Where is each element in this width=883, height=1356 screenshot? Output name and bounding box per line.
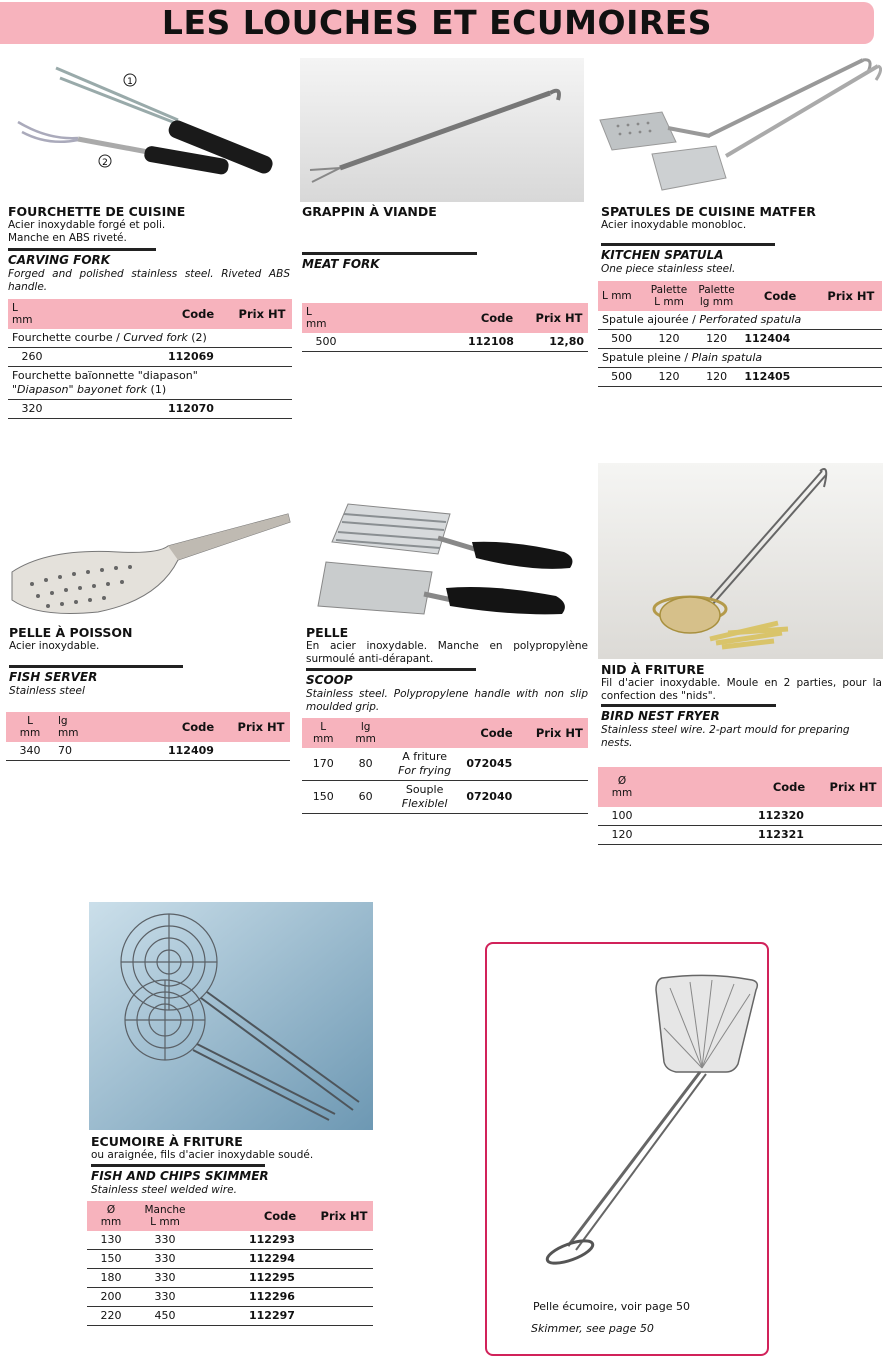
product-title-fr: GRAPPIN À VIANDE (302, 204, 437, 219)
product-title-fr: NID À FRITURE (601, 662, 705, 677)
scoop-image (312, 500, 582, 622)
product-desc-en: Stainless steel wire. 2-part mould for preparing nests. (601, 724, 850, 749)
table-row: 170 80 A friture For frying 072045 (302, 748, 588, 781)
product-desc-fr: Acier inoxydable forgé et poli. (8, 219, 166, 231)
skimmer-reference-en: Skimmer, see page 50 (531, 1322, 654, 1335)
price-table: Ø mm Code Prix HT 100 112320 120 112321 (598, 767, 882, 845)
divider (302, 252, 477, 255)
product-desc-fr: ou araignée, fils d'acier inoxydable soudé. (91, 1149, 314, 1161)
product-desc-en: One piece stainless steel. (601, 263, 736, 275)
scoop-block (306, 625, 588, 814)
table-row: 100 112320 (598, 807, 882, 826)
meat-fork-image (300, 58, 584, 202)
table-row: 150 330 112294 (87, 1250, 373, 1269)
table-row: 500 112108 12,80 (302, 333, 588, 352)
page-title: LES LOUCHES ET ECUMOIRES (161, 3, 713, 42)
col-l: L mm (8, 299, 56, 329)
price-table: Ø mm Manche L mm Code Prix HT 130 330 112293 150 330 112294 180 330 112295 200 330 112296 220 450 112297 (87, 1201, 373, 1326)
divider (601, 243, 775, 246)
bird-nest-fryer-image (598, 463, 883, 659)
divider (8, 248, 156, 251)
table-row: 500 120 120 112404 (598, 330, 882, 349)
table-row: 220 450 112297 (87, 1307, 373, 1326)
meat-fork-block (302, 204, 584, 352)
product-title-en: MEAT FORK (302, 257, 380, 271)
table-row: 180 330 112295 (87, 1269, 373, 1288)
table-row: Spatule ajourée / Perforated spatula (598, 311, 882, 330)
product-desc-en: Stainless steel (9, 685, 85, 697)
fish-and-chips-skimmer-image (89, 902, 373, 1130)
svg-text:2: 2 (102, 158, 108, 168)
col-code: Code (164, 299, 232, 329)
product-desc-fr: Acier inoxydable monobloc. (601, 219, 747, 231)
page-title-banner (0, 2, 874, 44)
table-row: 500 120 120 112405 (598, 368, 882, 387)
divider (91, 1164, 265, 1167)
price-table: L mm Code Prix HT 500 112108 12,80 (302, 303, 588, 352)
bird-nest-fryer-block (601, 662, 882, 845)
product-title-en: KITCHEN SPATULA (601, 248, 724, 262)
price-table: L mm lg mm Code Prix HT 340 70 112409 (6, 712, 290, 761)
table-row: 200 330 112296 (87, 1288, 373, 1307)
carving-fork-image (8, 60, 288, 190)
fish-server-image (8, 500, 292, 622)
divider (9, 665, 183, 668)
product-title-en: CARVING FORK (8, 253, 111, 267)
product-title-en: FISH AND CHIPS SKIMMER (91, 1169, 269, 1183)
price-table: L mm lg mm Code Prix HT 170 80 A friture For frying 072045 150 60 Souple Flexiblel 072040 (302, 718, 588, 814)
price-table: L mm Palette L mm Palette lg mm Code Prix HT Spatule ajourée / Perforated spatula 500 120 120 112404 Spatule pleine / Plain spatula 500 120 120 112405 (598, 281, 882, 387)
table-row: Fourchette courbe / Curved fork (2) (8, 329, 292, 348)
col-price: Prix HT (232, 299, 292, 329)
skimmer-reference-fr: Pelle écumoire, voir page 50 (533, 1300, 690, 1313)
table-row: 120 112321 (598, 826, 882, 845)
fish-server-block (9, 625, 291, 761)
divider (601, 704, 776, 707)
product-desc-fr: Fil d'acier inoxydable. Moule en 2 parties, pour la confection des "nids". (601, 677, 882, 702)
product-desc-en: Forged and polished stainless steel. Riveted ABS handle. (8, 268, 290, 293)
product-desc-fr: Manche en ABS riveté. (8, 232, 127, 244)
table-row: Fourchette baïonnette "diapason" "Diapason" bayonet fork (1) (8, 367, 292, 400)
carving-fork-block (8, 204, 290, 419)
svg-text:1: 1 (127, 77, 133, 87)
price-table (8, 299, 292, 419)
product-title-fr: FOURCHETTE DE CUISINE (8, 204, 186, 219)
table-row: 320 112070 (8, 400, 292, 419)
kitchen-spatula-image (598, 54, 882, 200)
product-desc-en: Stainless steel welded wire. (91, 1184, 237, 1196)
product-title-fr: SPATULES DE CUISINE MATFER (601, 204, 816, 219)
product-desc-fr: Acier inoxydable. (9, 640, 100, 652)
product-title-en: SCOOP (306, 673, 353, 687)
table-row: Spatule pleine / Plain spatula (598, 349, 882, 368)
table-row: 260 112069 (8, 348, 292, 367)
product-title-fr: PELLE (306, 625, 349, 640)
table-row: 150 60 Souple Flexiblel 072040 (302, 781, 588, 814)
kitchen-spatula-block (601, 204, 883, 387)
product-title-fr: PELLE À POISSON (9, 625, 133, 640)
product-title-en: FISH SERVER (9, 670, 98, 684)
table-row: 340 70 112409 (6, 742, 290, 761)
product-desc-fr: En acier inoxydable. Manche en polypropylène surmoulé anti-dérapant. (306, 640, 588, 665)
table-row: 130 330 112293 (87, 1231, 373, 1250)
product-title-en: BIRD NEST FRYER (601, 709, 720, 723)
product-desc-en: Stainless steel. Polypropylene handle with non slip moulded grip. (306, 688, 588, 713)
product-title-fr: ECUMOIRE À FRITURE (91, 1134, 243, 1149)
skimmer-image (530, 968, 770, 1268)
divider (306, 668, 476, 671)
fish-and-chips-skimmer-block (91, 1134, 375, 1326)
